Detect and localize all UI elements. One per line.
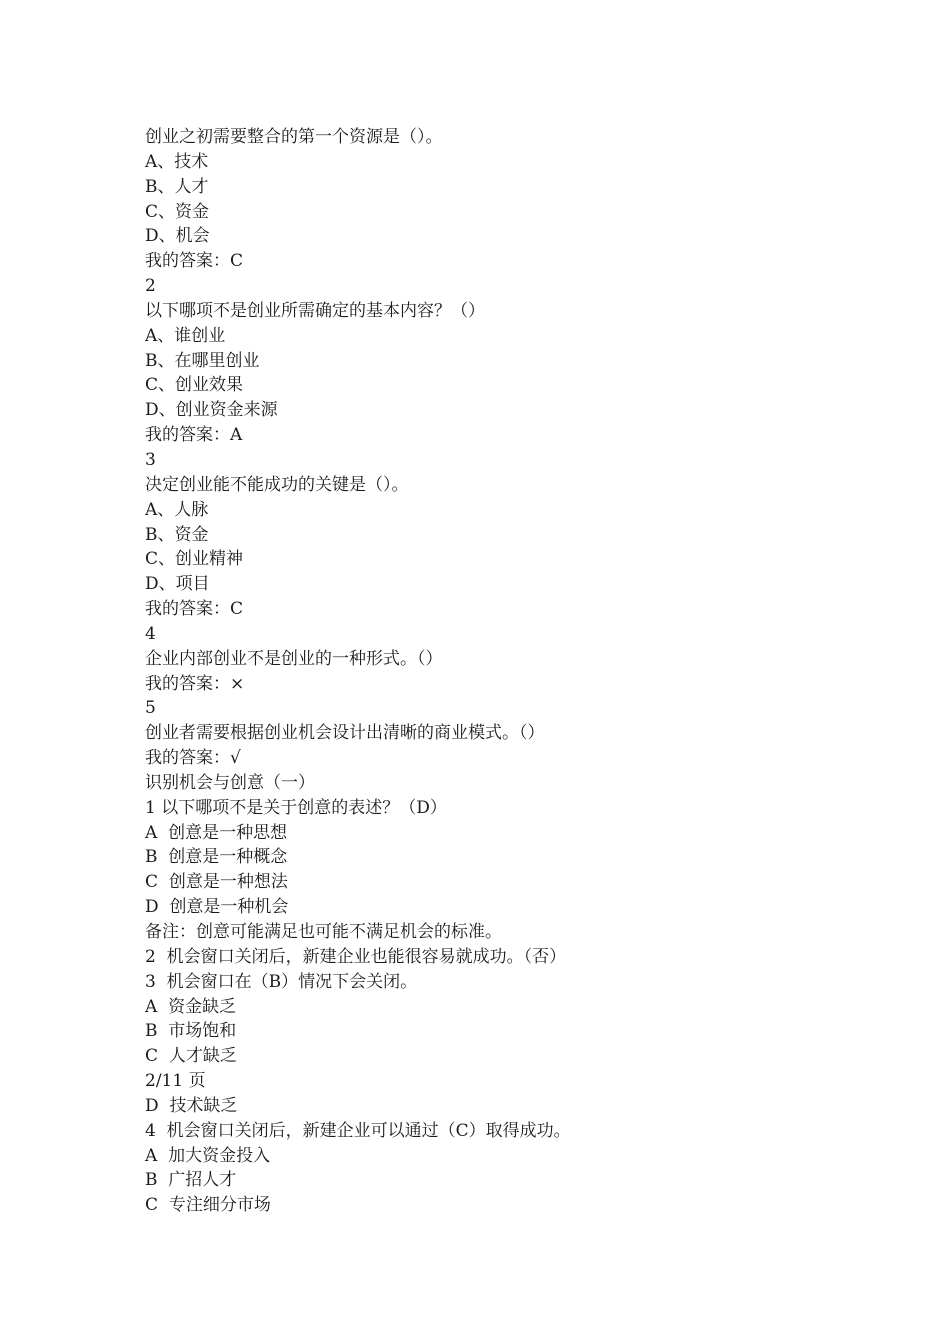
question-number: 3: [145, 449, 156, 470]
option-b: B 创意是一种概念: [145, 847, 288, 868]
option-c: C 创意是一种想法: [145, 872, 288, 893]
option-b: B、人才: [145, 176, 209, 197]
question-1-stem: 创业之初需要整合的第一个资源是（）。: [145, 127, 443, 147]
question-5-stem: 创业者需要根据创业机会设计出清晰的商业模式。（）: [145, 723, 545, 744]
note: 备注：创意可能满足也可能不满足机会的标准。: [145, 922, 502, 942]
question-stem: 2 机会窗口关闭后，新建企业也能很容易就成功。（否）: [145, 946, 567, 967]
option-d: D、机会: [145, 226, 210, 247]
question-stem: 1 以下哪项不是关于创意的表述？（D）: [145, 797, 447, 818]
section-heading: 识别机会与创意（一）: [145, 772, 315, 793]
option-a: A、技术: [145, 151, 209, 172]
question-stem: 3 机会窗口在（B）情况下会关闭。: [145, 971, 418, 992]
option-a: A 创意是一种思想: [145, 822, 288, 843]
option-c: C、资金: [145, 201, 210, 222]
option-a: A、人脉: [145, 499, 209, 520]
option-d: D 创意是一种机会: [145, 897, 289, 918]
option-d: D 技术缺乏: [145, 1095, 238, 1116]
question-stem: 4 机会窗口关闭后，新建企业可以通过（C）取得成功。: [145, 1120, 571, 1141]
my-answer: 我的答案：C: [145, 251, 244, 272]
option-b: B、在哪里创业: [145, 350, 260, 371]
my-answer: 我的答案：C: [145, 599, 244, 620]
question-number: 2: [145, 276, 156, 297]
option-c: C、创业精神: [145, 549, 244, 570]
option-b: B、资金: [145, 524, 209, 545]
question-number: 4: [145, 623, 156, 644]
my-answer: 我的答案：√: [145, 748, 241, 769]
option-c: C、创业效果: [145, 375, 244, 396]
page-number: 2/11 页: [145, 1071, 206, 1092]
option-b: B 市场饱和: [145, 1021, 237, 1042]
option-a: A 加大资金投入: [145, 1145, 271, 1166]
question-3-stem: 决定创业能不能成功的关键是（）。: [145, 474, 409, 495]
document-body: [145, 125, 905, 1218]
option-a: A 资金缺乏: [145, 996, 237, 1017]
option-a: A、谁创业: [145, 325, 226, 346]
question-4-stem: 企业内部创业不是创业的一种形式。（）: [145, 648, 443, 669]
option-c: C 专注细分市场: [145, 1195, 271, 1216]
my-answer: 我的答案：A: [145, 425, 243, 446]
question-number: 5: [145, 698, 156, 719]
option-d: D、创业资金来源: [145, 400, 278, 421]
question-2-stem: 以下哪项不是创业所需确定的基本内容？（）: [145, 300, 485, 321]
option-c: C 人才缺乏: [145, 1046, 237, 1067]
my-answer: 我的答案：×: [145, 673, 245, 694]
option-d: D、项目: [145, 574, 210, 595]
option-b: B 广招人才: [145, 1170, 237, 1191]
